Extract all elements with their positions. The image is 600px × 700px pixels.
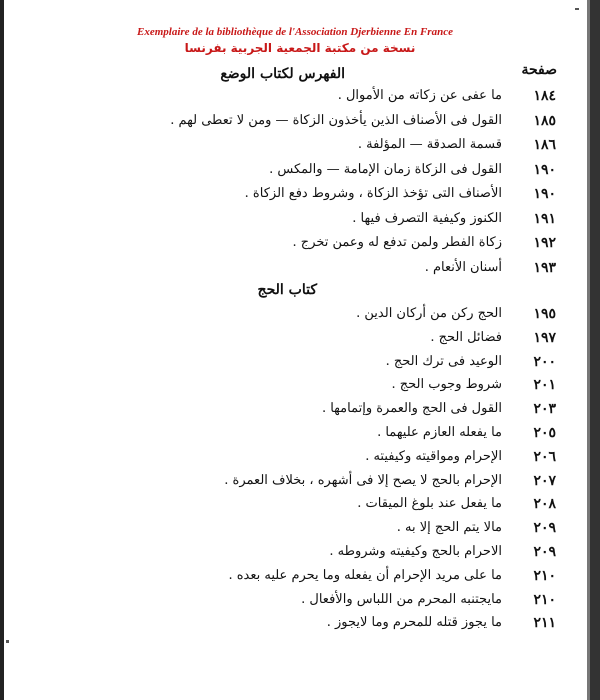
toc-entry bbox=[0, 449, 600, 473]
toc-entry-text: القول فى الأصناف الذين يأخذون الزكاة — ومن لا تعطى لهم . bbox=[170, 112, 502, 128]
toc-entry-text: الإحرام بالحج لا يصح إلا فى أشهره ، بخلاف العمرة . bbox=[224, 472, 502, 488]
toc-entry bbox=[0, 615, 600, 639]
toc-page-number: ٢١٠ bbox=[533, 567, 556, 584]
toc-entry bbox=[0, 377, 600, 401]
toc-entry-text: الإحرام ومواقيته وكيفيته . bbox=[365, 448, 502, 464]
toc-entry-text: الوعيد فى ترك الحج . bbox=[385, 353, 502, 369]
toc-page-number: ٢٠٩ bbox=[533, 544, 556, 560]
toc-entry-text: الكنوز وكيفية التصرف فيها . bbox=[352, 210, 502, 226]
library-stamp-french: Exemplaire de la bibliothèque de l'Association Djerbienne En France bbox=[137, 26, 453, 38]
toc-page-number: ١٩٠ bbox=[533, 186, 556, 202]
toc-entry-text: زكاة الفطر ولمن تدفع له وعمن تخرج . bbox=[292, 235, 502, 250]
toc-entry bbox=[0, 520, 600, 544]
toc-page-number: ١٨٦ bbox=[533, 137, 556, 153]
toc-page-number: ٢٠١ bbox=[533, 377, 556, 394]
toc-page-number: ٢٠٠ bbox=[533, 353, 556, 370]
toc-entry-text: مايجتنبه المحرم من اللباس والأفعال . bbox=[301, 591, 502, 607]
toc-entry-text: ما يفعله العازم عليهما . bbox=[377, 425, 502, 440]
toc-entry bbox=[0, 544, 600, 568]
toc-entry bbox=[0, 330, 600, 354]
toc-entry bbox=[0, 235, 600, 259]
toc-entry bbox=[0, 496, 600, 520]
toc-page-number: ٢٠٥ bbox=[533, 425, 556, 441]
section-title-zakat: الفهرس لكتاب الوضع bbox=[220, 66, 345, 82]
toc-page-number: ٢٠٨ bbox=[533, 496, 556, 513]
toc-entry bbox=[0, 473, 600, 497]
toc-entry-text: القول فى الحج والعمرة وإتمامها . bbox=[321, 401, 502, 417]
toc-page-number: ٢٠٧ bbox=[533, 472, 556, 489]
toc-entry-text: ما يجوز قتله للمحرم وما لايجوز . bbox=[326, 615, 502, 631]
toc-entry-text: ما عفى عن زكاته من الأموال . bbox=[337, 88, 502, 103]
toc-entry bbox=[0, 425, 600, 449]
toc-page-number: ٢٠٣ bbox=[533, 401, 556, 418]
toc-entry bbox=[0, 306, 600, 330]
page-column-header: صفحة bbox=[521, 62, 557, 78]
toc-entry-text: مالا يتم الحج إلا به . bbox=[396, 520, 502, 536]
toc-entry-text: شروط وجوب الحج . bbox=[391, 377, 502, 393]
toc-entry bbox=[0, 137, 600, 161]
scan-speck bbox=[6, 640, 9, 643]
toc-page-number: ٢٠٩ bbox=[533, 520, 556, 537]
toc-entry-text: القول فى الزكاة زمان الإمامة — والمكس . bbox=[269, 161, 502, 177]
toc-entry bbox=[0, 113, 600, 137]
toc-entry bbox=[0, 186, 600, 210]
toc-entry-text: ما على مريد الإحرام أن يفعله وما يحرم عليه بعده . bbox=[228, 567, 502, 583]
toc-page-number: ١٩٥ bbox=[533, 306, 556, 322]
toc-entry bbox=[0, 211, 600, 235]
toc-page-number: ٢١٠ bbox=[533, 591, 556, 608]
section-title-hajj: كتاب الحج bbox=[257, 282, 317, 298]
toc-entry bbox=[0, 354, 600, 378]
toc-page-number: ١٨٤ bbox=[533, 88, 556, 104]
toc-entry-text: الحج ركن من أركان الدين . bbox=[356, 306, 502, 321]
toc-page-number: ١٨٥ bbox=[533, 112, 556, 129]
toc-entry bbox=[0, 162, 600, 186]
toc-entry bbox=[0, 401, 600, 425]
toc-page-number: ٢٠٦ bbox=[533, 448, 556, 465]
library-stamp-arabic: نسخة من مكتبة الجمعية الجربية بفرنسا bbox=[184, 41, 416, 55]
toc-entry-text: الأصناف التى تؤخذ الزكاة ، وشروط دفع الزكاة . bbox=[244, 186, 502, 201]
toc-page-number: ١٩٧ bbox=[533, 329, 556, 346]
toc-entry-text: أسنان الأنعام . bbox=[424, 259, 502, 275]
scan-speck bbox=[575, 8, 579, 10]
toc-entry-text: ما يفعل عند بلوغ الميقات . bbox=[357, 496, 502, 512]
toc-entry-text: فضائل الحج . bbox=[430, 329, 502, 345]
toc-entry-text: الاحرام بالحج وكيفيته وشروطه . bbox=[329, 544, 502, 559]
toc-entry bbox=[0, 88, 600, 112]
toc-entry bbox=[0, 568, 600, 592]
toc-page-number: ١٩٣ bbox=[533, 259, 556, 276]
toc-page-number: ٢١١ bbox=[533, 615, 556, 632]
toc-page-number: ١٩٢ bbox=[533, 235, 556, 251]
toc-page-number: ١٩٠ bbox=[533, 161, 556, 178]
toc-entry bbox=[0, 592, 600, 616]
toc-page-number: ١٩١ bbox=[533, 210, 556, 227]
toc-entry bbox=[0, 260, 600, 284]
toc-entry-text: قسمة الصدقة — المؤلفة . bbox=[357, 137, 502, 152]
